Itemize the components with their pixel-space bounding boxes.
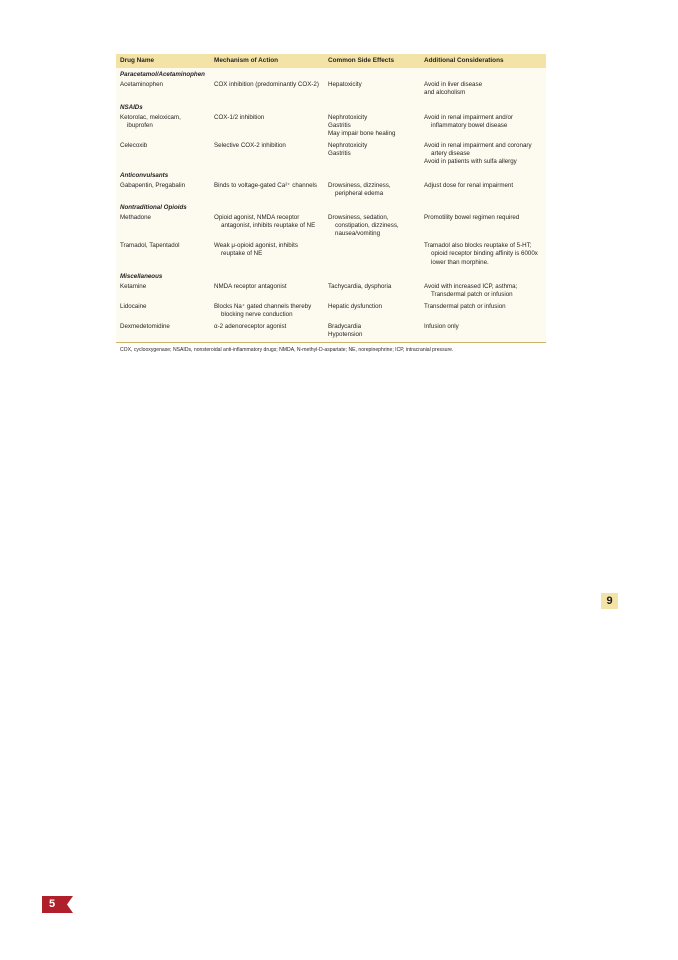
table-row bbox=[116, 113, 546, 141]
considerations-cell bbox=[420, 241, 546, 269]
cell-line: Tramadol also blocks reuptake of 5-HT; opioid receptor binding affinity is 6000x lower than morphine. bbox=[424, 242, 538, 266]
mechanism-cell bbox=[210, 113, 324, 141]
side-effects-cell bbox=[324, 213, 420, 241]
section-row bbox=[116, 201, 546, 213]
drug-name-cell bbox=[116, 141, 210, 169]
side-effects-cell bbox=[324, 282, 420, 302]
drug-name-cell bbox=[116, 181, 210, 201]
considerations-cell bbox=[420, 181, 546, 201]
cell-line: Avoid in liver disease bbox=[424, 81, 483, 89]
cell-line: Nephrotoxicity bbox=[328, 113, 368, 121]
drug-name-cell bbox=[116, 113, 210, 141]
drug-name-cell bbox=[116, 213, 210, 241]
table-row bbox=[116, 322, 546, 343]
section-row bbox=[116, 101, 546, 113]
section-title: Miscellaneous bbox=[120, 272, 163, 280]
side-effects-cell bbox=[324, 113, 420, 141]
table-footnote: COX, cyclooxygenase; NSAIDs, nonsteroidal anti-inflammatory drugs; NMDA, N-methyl-D-aspartate; NE, norepinephrine; ICP, intracranial pressure. bbox=[120, 347, 454, 354]
cell-line: Hepatoxicity bbox=[328, 81, 362, 89]
cell-line: Acetaminophen bbox=[120, 81, 163, 89]
considerations-cell bbox=[420, 141, 546, 169]
drug-name-cell bbox=[116, 282, 210, 302]
table-body bbox=[116, 68, 546, 342]
cell-line: Binds to voltage-gated Ca²⁺ channels bbox=[214, 182, 318, 190]
cell-line: Weak μ-opioid agonist, inhibits reuptake of NE bbox=[214, 242, 298, 258]
cell-line: Promotility bowel regimen required bbox=[424, 214, 520, 222]
mechanism-cell bbox=[210, 80, 324, 100]
cell-line: Gastritis bbox=[328, 149, 351, 157]
drug-name-cell bbox=[116, 302, 210, 322]
table-row bbox=[116, 181, 546, 201]
cell-line: May impair bone healing bbox=[328, 129, 396, 137]
cell-line: Blocks Na⁺ gated channels thereby blocking nerve conduction bbox=[214, 302, 312, 318]
table-row bbox=[116, 213, 546, 241]
drug-name-cell bbox=[116, 322, 210, 343]
considerations-cell bbox=[420, 302, 546, 322]
drug-table bbox=[116, 54, 546, 343]
mechanism-cell bbox=[210, 213, 324, 241]
header-mechanism: Mechanism of Action bbox=[210, 54, 324, 68]
table-row bbox=[116, 302, 546, 322]
section-title: Anticonvulsants bbox=[120, 171, 169, 179]
side-effects-cell bbox=[324, 80, 420, 100]
side-effects-cell bbox=[324, 322, 420, 343]
mechanism-cell bbox=[210, 241, 324, 269]
page-number: 5 bbox=[42, 896, 62, 913]
side-effects-cell bbox=[324, 302, 420, 322]
considerations-cell bbox=[420, 282, 546, 302]
cell-line: COX-1/2 inhibition bbox=[214, 113, 265, 121]
chapter-tab: 9 bbox=[601, 593, 618, 609]
cell-line: Avoid in patients with sulfa allergy bbox=[424, 157, 517, 165]
cell-line: Adjust dose for renal impairment bbox=[424, 182, 514, 190]
drug-name-cell bbox=[116, 80, 210, 100]
table-row bbox=[116, 80, 546, 100]
cell-line: Avoid in renal impairment and coronary artery disease bbox=[424, 141, 532, 157]
cell-line: Nephrotoxicity bbox=[328, 141, 368, 149]
header-drug-name: Drug Name bbox=[116, 54, 210, 68]
mechanism-cell bbox=[210, 322, 324, 343]
considerations-cell bbox=[420, 113, 546, 141]
header-considerations: Additional Considerations bbox=[420, 54, 546, 68]
cell-line: Dexmedetomidine bbox=[120, 322, 170, 330]
cell-line: Opioid agonist, NMDA receptor antagonist, inhibits reuptake of NE bbox=[214, 214, 316, 230]
section-row bbox=[116, 169, 546, 181]
drug-table-container bbox=[116, 54, 546, 353]
section-row bbox=[116, 68, 546, 80]
cell-line: and alcoholism bbox=[424, 89, 466, 97]
cell-line: Drowsiness, sedation, constipation, dizziness, nausea/vomiting bbox=[328, 214, 399, 238]
considerations-cell bbox=[420, 322, 546, 343]
cell-line: Hypotension bbox=[328, 330, 363, 338]
drug-name-cell bbox=[116, 241, 210, 269]
cell-line: α-2 adenoreceptor agonist bbox=[214, 322, 287, 330]
considerations-cell bbox=[420, 80, 546, 100]
table-row bbox=[116, 241, 546, 269]
cell-line: Methadone bbox=[120, 214, 151, 222]
cell-line: Lidocaine bbox=[120, 302, 147, 310]
section-title: NSAIDs bbox=[120, 103, 143, 111]
cell-line: Tachycardia, dysphoria bbox=[328, 282, 392, 290]
cell-line: Drowsiness, dizziness, peripheral edema bbox=[328, 182, 391, 198]
cell-line: Avoid in renal impairment and/or inflammatory bowel disease bbox=[424, 113, 513, 129]
page-marker bbox=[42, 896, 73, 913]
table-header-row bbox=[116, 54, 546, 68]
header-side-effects: Common Side Effects bbox=[324, 54, 420, 68]
section-title: Paracetamol/Acetaminophen bbox=[120, 71, 205, 79]
mechanism-cell bbox=[210, 282, 324, 302]
cell-line: Celecoxib bbox=[120, 141, 148, 149]
cell-line: Gabapentin, Pregabalin bbox=[120, 182, 186, 190]
mechanism-cell bbox=[210, 141, 324, 169]
cell-line: Tramadol, Tapentadol bbox=[120, 242, 180, 250]
mechanism-cell bbox=[210, 302, 324, 322]
cell-line: Hepatic dysfunction bbox=[328, 302, 382, 310]
cell-line: Gastritis bbox=[328, 121, 351, 129]
cell-line: Selective COX-2 inhibition bbox=[214, 141, 286, 149]
side-effects-cell bbox=[324, 241, 420, 269]
cell-line: Bradycardia bbox=[328, 322, 362, 330]
cell-line: Transdermal patch or infusion bbox=[424, 302, 506, 310]
table-row bbox=[116, 282, 546, 302]
section-title: Nontraditional Opioids bbox=[120, 204, 187, 212]
side-effects-cell bbox=[324, 181, 420, 201]
cell-line: Ketamine bbox=[120, 282, 147, 290]
mechanism-cell bbox=[210, 181, 324, 201]
cell-line: Infusion only bbox=[424, 322, 459, 330]
section-row bbox=[116, 270, 546, 282]
cell-line: Ketorolac, meloxicam, ibuprofen bbox=[120, 113, 181, 129]
cell-line: Avoid with increased ICP, asthma; Transdermal patch or infusion bbox=[424, 282, 518, 298]
considerations-cell bbox=[420, 213, 546, 241]
table-row bbox=[116, 141, 546, 169]
arrow-marker-icon bbox=[61, 896, 73, 913]
cell-line: COX inhibition (predominantly COX-2) bbox=[214, 81, 319, 89]
cell-line: NMDA receptor antagonist bbox=[214, 282, 287, 290]
side-effects-cell bbox=[324, 141, 420, 169]
